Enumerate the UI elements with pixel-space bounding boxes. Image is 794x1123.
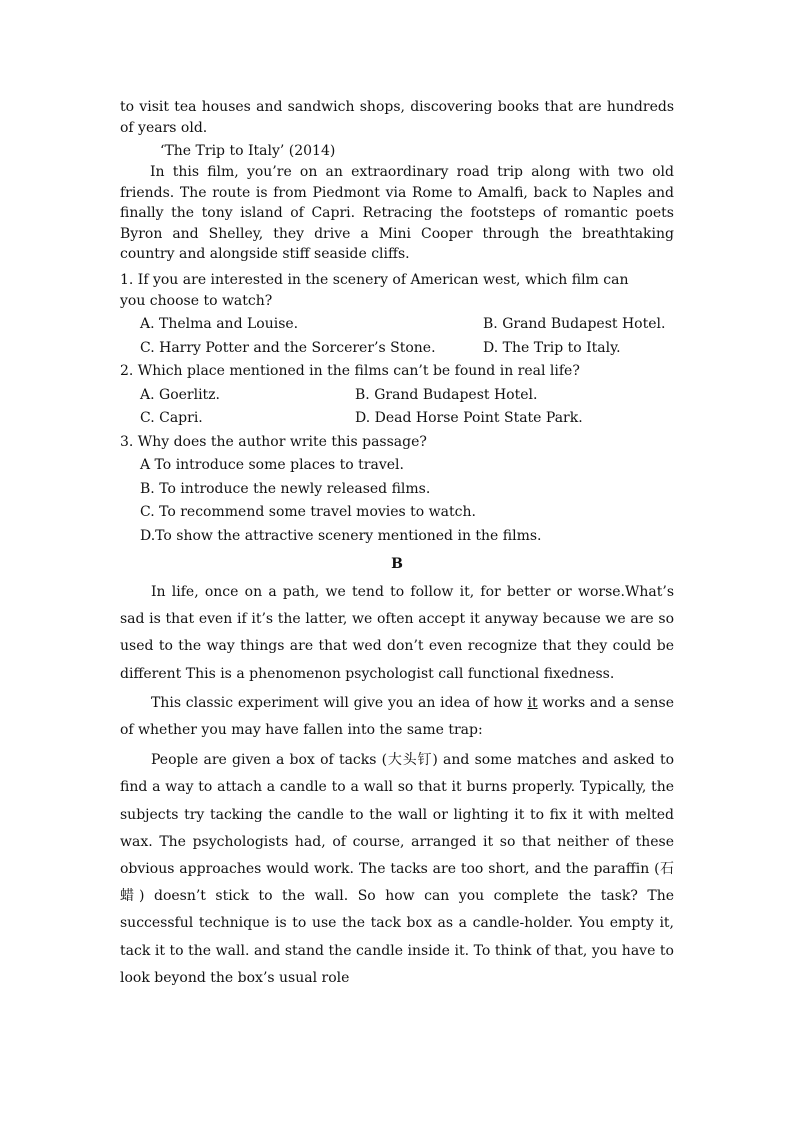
question-2-stem: 2. Which place mentioned in the films can’t be found in real life?: [120, 363, 580, 379]
section-b: [120, 550, 674, 992]
question-3-option-d: D.To show the attractive scenery mentioned in the films.: [140, 527, 542, 544]
question-2-option-b: B. Grand Budapest Hotel.: [355, 386, 538, 403]
film-title: ‘The Trip to Italy’ (2014): [160, 143, 336, 159]
question-1-stem-line2: you choose to watch?: [120, 292, 273, 309]
question-3-option-a: A To introduce some places to travel.: [140, 457, 404, 473]
question-1-option-c: C. Harry Potter and the Sorcerer’s Stone.: [140, 339, 436, 356]
question-2-options-row2: [120, 407, 674, 431]
question-2-option-d: D. Dead Horse Point State Park.: [355, 410, 583, 426]
question-2-option-a: A. Goerlitz.: [140, 386, 221, 403]
question-3-stem: 3. Why does the author write this passage?: [120, 433, 427, 450]
film-paragraph: In this film, you’re on an extraordinary road trip along with two old friends. The route is from Piedmont via Rome to Amalfi, back to Naples and finally the tony island of Capri. Retracing the footsteps of romantic poets Byron and Shelley, they drive a Mini Cooper through the breathtaking country and alongside stiff seaside cliffs.: [120, 164, 674, 262]
question-1-options-row1: [120, 313, 674, 337]
question-1-stem: [120, 270, 674, 311]
question-1-option-d: D. The Trip to Italy.: [483, 339, 621, 356]
questions-block: [120, 270, 674, 548]
paragraph-2-text-before: This classic experiment will give you an idea of how: [151, 694, 528, 711]
question-1-option-a: A. Thelma and Louise.: [140, 316, 299, 332]
question-2-options-row1: [120, 384, 674, 408]
section-b-paragraph-2: [120, 690, 674, 744]
question-1-options-row2: [120, 337, 674, 361]
section-b-paragraph-3: People are given a box of tacks (大头钉) and some matches and asked to find a way to attach a candle to a wall so that it burns properly. Typically, the subjects try tacking the candle to the wall or lighting it to fix it with melted wax. The psychologists had, of course, arranged it so that neither of these obvious approaches would work. The tacks are too short, and the paraffin (石蜡) doesn’t stick to the wall. So how can you complete the task? The successful technique is to use the tack box as a candle-holder. You empty it, tack it to the wall. and stand the candle inside it. To think of that, you have to look beyond the box’s usual role: [120, 752, 674, 986]
question-2-option-c: C. Capri.: [140, 410, 203, 426]
section-a: [120, 97, 674, 265]
paragraph-2-text-after: works and a sense of whether you may have fallen into the same trap:: [120, 694, 674, 739]
question-3-option-c: C. To recommend some travel movies to watch.: [140, 504, 476, 520]
question-1-option-b: B. Grand Budapest Hotel.: [483, 316, 666, 332]
intro-tail-paragraph: to visit tea houses and sandwich shops, discovering books that are hundreds of years old.: [120, 99, 674, 136]
section-b-heading: B: [391, 556, 403, 572]
section-b-paragraph-1: In life, once on a path, we tend to follow it, for better or worse.What’s sad is that even if it’s the latter, we often accept it anyway because we are so used to the way things are that wed don’t even recognize that they could be different This is a phenomenon psychologist call functional fixedness.: [120, 584, 674, 682]
underlined-it: it: [527, 694, 538, 711]
question-1-stem-line1: 1. If you are interested in the scenery of American west, which film can: [120, 272, 629, 288]
question-3-option-b: B. To introduce the newly released films.: [140, 480, 431, 497]
